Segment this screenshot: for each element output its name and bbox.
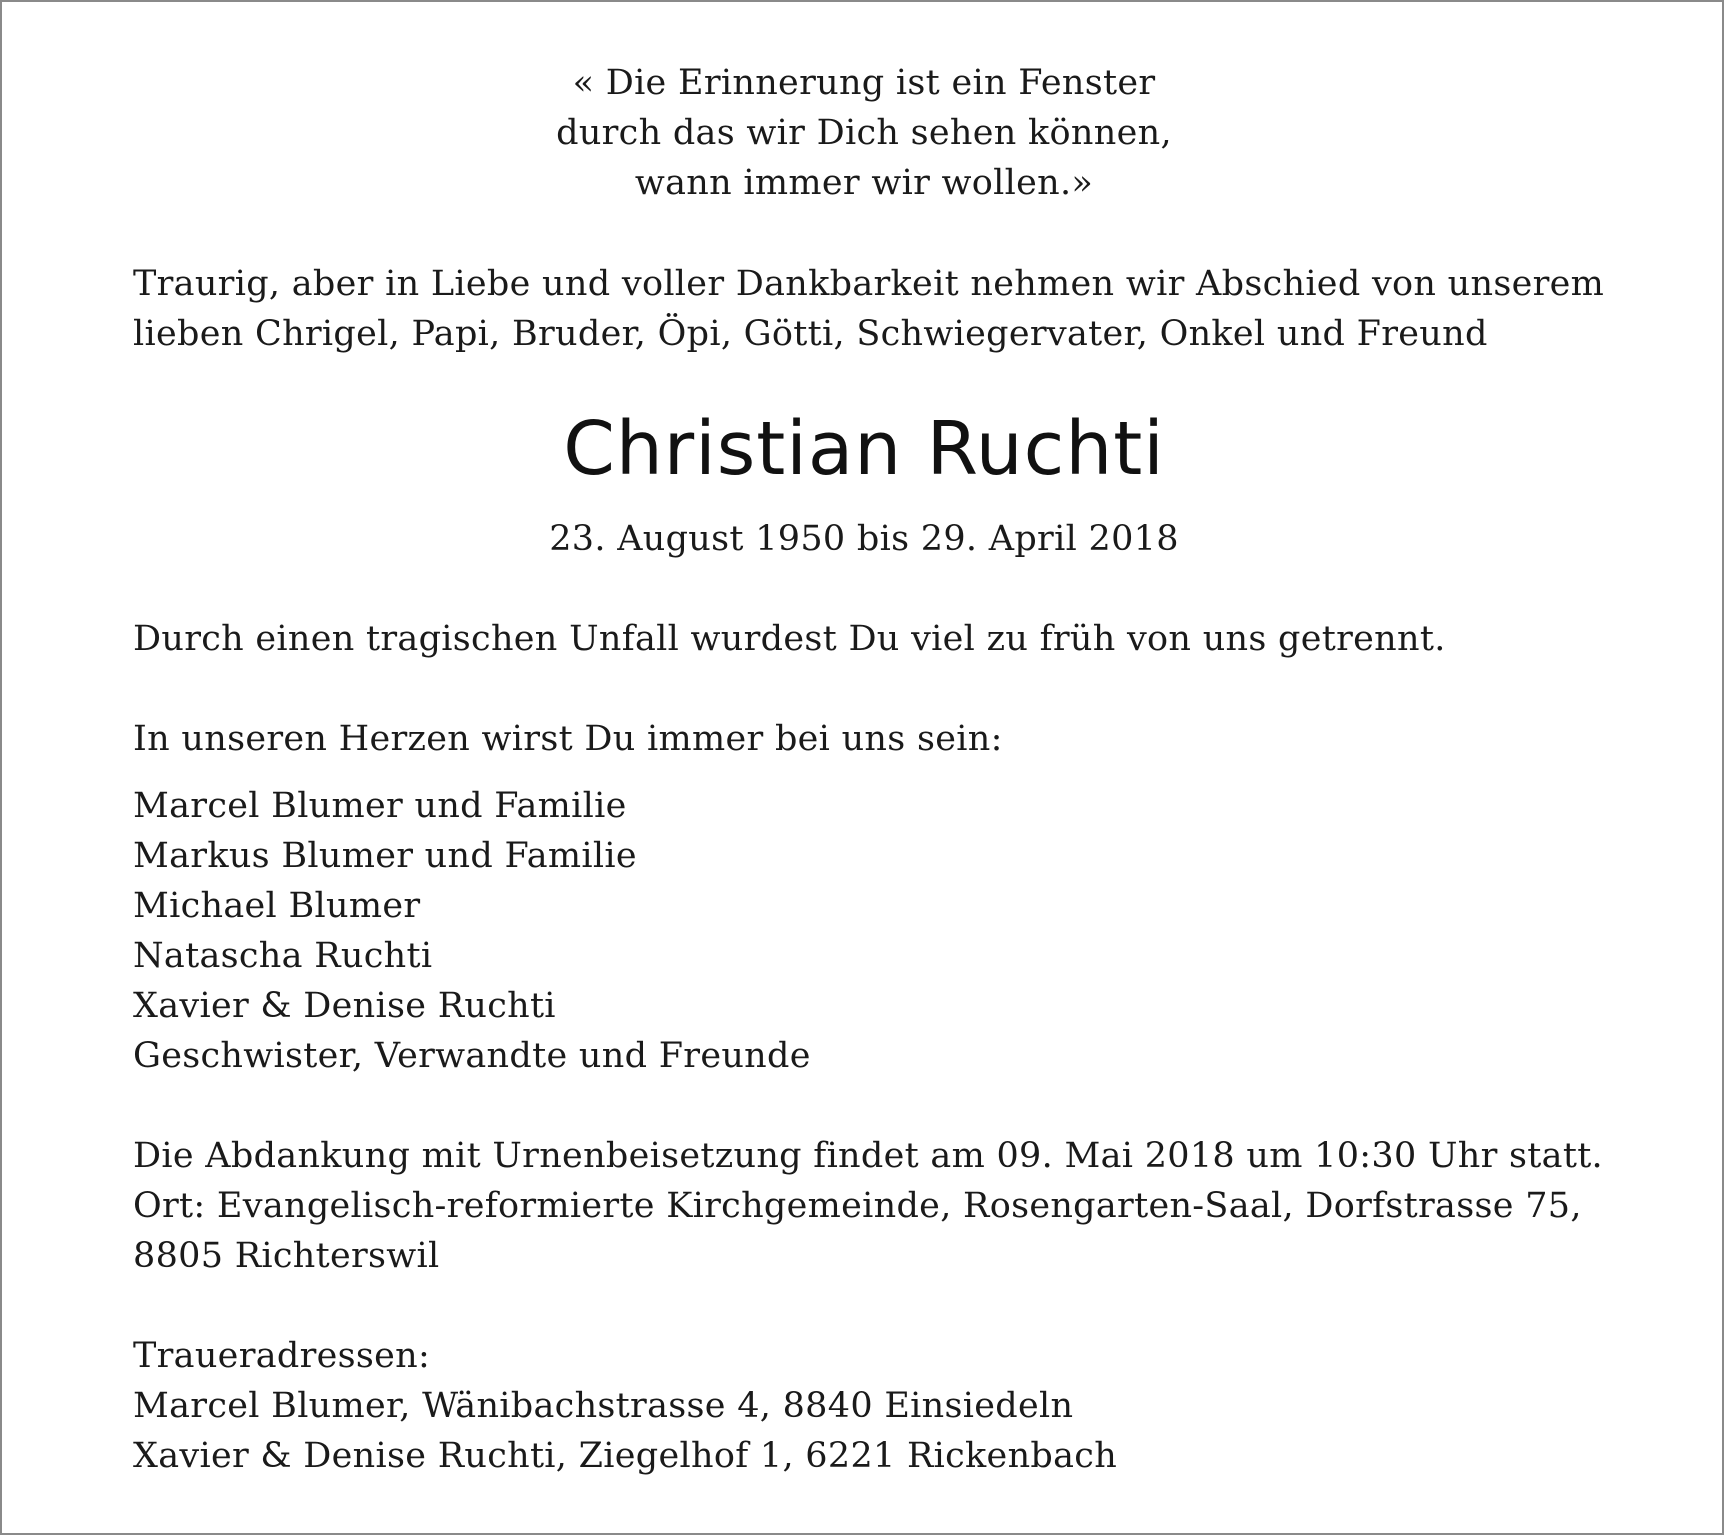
intro-line-2: lieben Chrigel, Papi, Bruder, Öpi, Götti, Schwiegervater, Onkel und Freund — [133, 314, 1488, 354]
deceased-name: Christian Ruchti — [563, 406, 1165, 492]
mourner-entry: Natascha Ruchti — [133, 936, 433, 976]
quote-line-2: durch das wir Dich sehen können, — [556, 113, 1172, 153]
accident-text: Durch einen tragischen Unfall wurdest Du viel zu früh von uns getrennt. — [133, 619, 1446, 659]
service-line-1: Die Abdankung mit Urnenbeisetzung findet am 09. Mai 2018 um 10:30 Uhr statt. — [133, 1136, 1603, 1176]
address-entry: Marcel Blumer, Wänibachstrasse 4, 8840 Einsiedeln — [133, 1386, 1074, 1426]
life-dates: 23. August 1950 bis 29. April 2018 — [549, 519, 1179, 559]
hearts-text: In unseren Herzen wirst Du immer bei uns sein: — [133, 719, 1003, 759]
quote-line-3: wann immer wir wollen.» — [634, 163, 1094, 203]
mourner-entry: Michael Blumer — [133, 886, 421, 926]
addresses-heading: Traueradressen: — [133, 1336, 431, 1376]
service-line-2: Ort: Evangelisch-reformierte Kirchgemeinde, Rosengarten-Saal, Dorfstrasse 75, — [133, 1186, 1582, 1226]
quote-line-1: « Die Erinnerung ist ein Fenster — [572, 63, 1156, 103]
address-entry: Xavier & Denise Ruchti, Ziegelhof 1, 6221 Rickenbach — [133, 1436, 1118, 1476]
service-line-3: 8805 Richterswil — [133, 1236, 440, 1276]
mourner-entry: Markus Blumer und Familie — [133, 836, 637, 876]
intro-line-1: Traurig, aber in Liebe und voller Dankbarkeit nehmen wir Abschied von unserem — [133, 264, 1605, 304]
mourner-entry: Xavier & Denise Ruchti — [133, 986, 556, 1026]
mourner-entry: Marcel Blumer und Familie — [133, 786, 627, 826]
mourner-entry: Geschwister, Verwandte und Freunde — [133, 1036, 811, 1076]
